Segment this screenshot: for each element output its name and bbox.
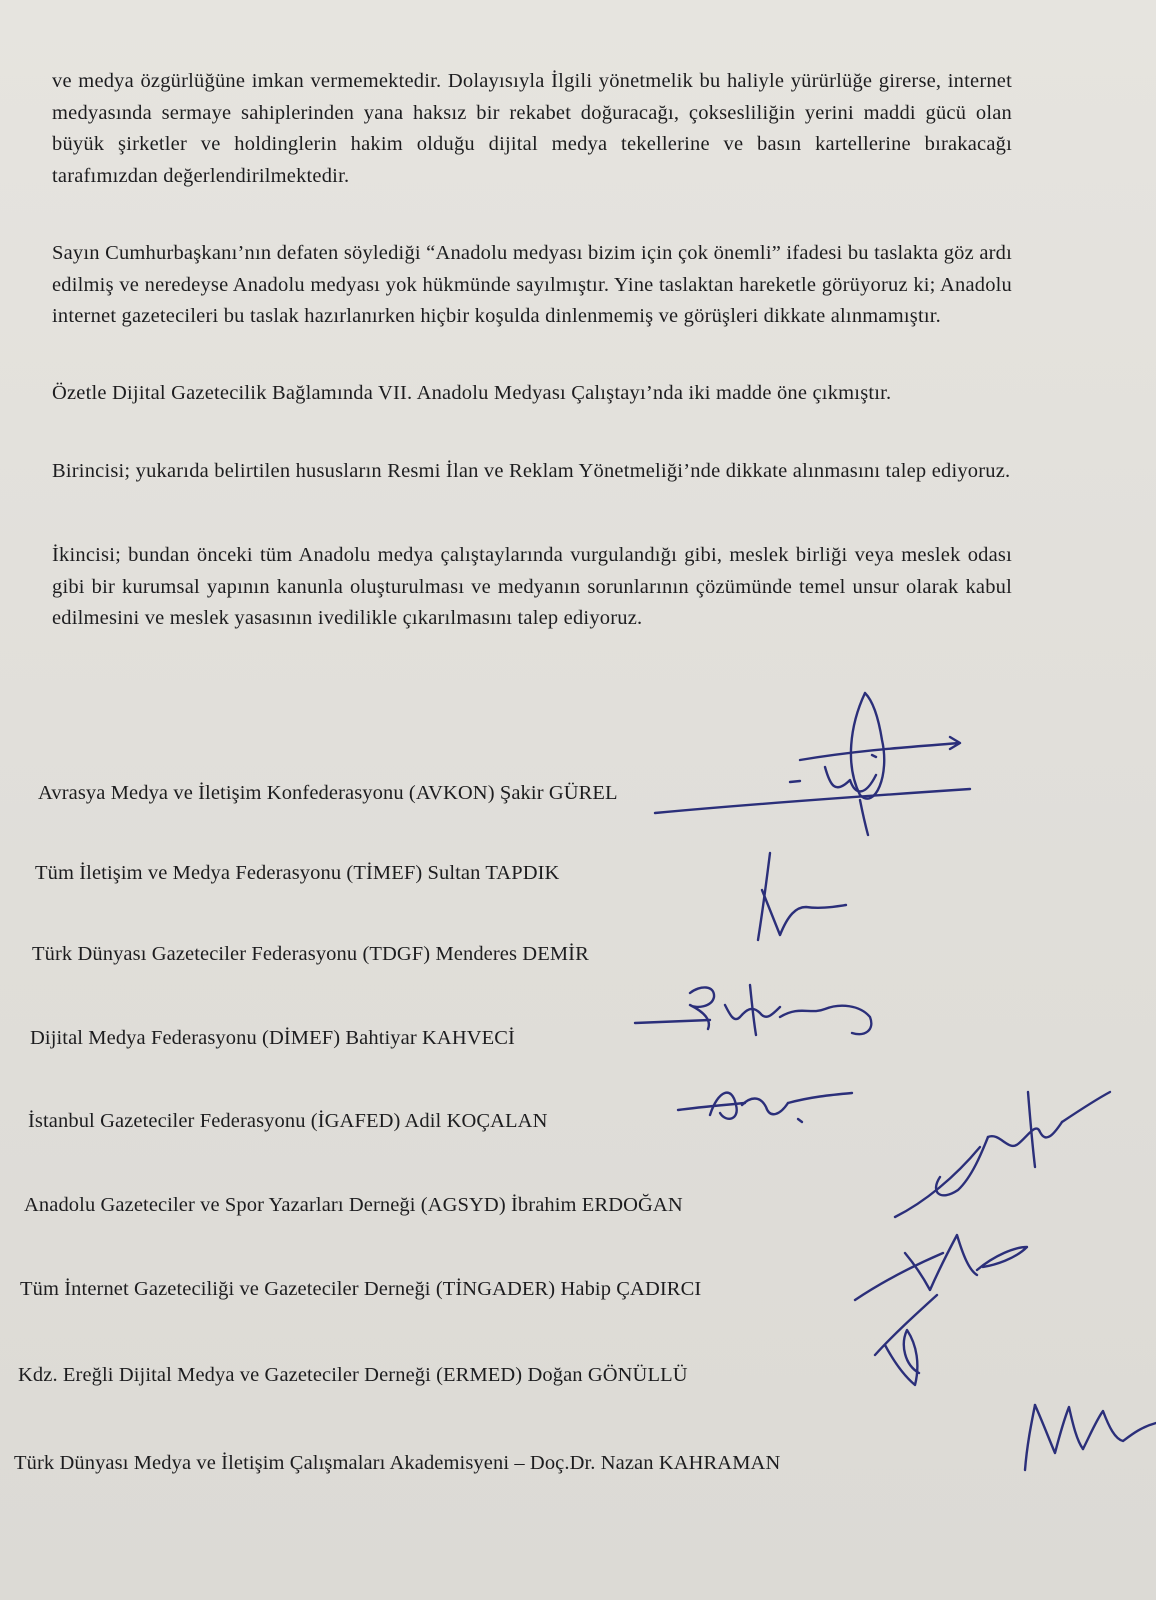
signatory-ermed: Kdz. Ereğli Dijital Medya ve Gazeteciler Derneği (ERMED) Doğan GÖNÜLLÜ bbox=[18, 1364, 688, 1386]
body-paragraph-4: Birincisi; yukarıda belirtilen hususların Resmi İlan ve Reklam Yönetmeliği’nde dikkate alınmasını talep ediyoruz. bbox=[52, 460, 1011, 482]
signatory-agsyd: Anadolu Gazeteciler ve Spor Yazarları Derneği (AGSYD) İbrahim ERDOĞAN bbox=[24, 1194, 683, 1216]
signatory-tingader: Tüm İnternet Gazeteciliği ve Gazeteciler Derneği (TİNGADER) Habip ÇADIRCI bbox=[20, 1278, 702, 1300]
signatory-timef: Tüm İletişim ve Medya Federasyonu (TİMEF) Sultan TAPDIK bbox=[35, 862, 560, 884]
signature-igafed bbox=[670, 1075, 870, 1135]
signature-agsyd bbox=[890, 1072, 1120, 1222]
signatory-dimef: Dijital Medya Federasyonu (DİMEF) Bahtiyar KAHVECİ bbox=[30, 1027, 515, 1049]
signatory-igafed: İstanbul Gazeteciler Federasyonu (İGAFED) Adil KOÇALAN bbox=[28, 1110, 548, 1132]
signatory-avkon: Avrasya Medya ve İletişim Konfederasyonu (AVKON) Şakir GÜREL bbox=[38, 782, 618, 804]
body-paragraph-1: ve medya özgürlüğüne imkan vermemektedir. Dolayısıyla İlgili yönetmelik bu haliyle yürürlüğe girerse, internet medyasında sermaye sahiplerinden yana haksız bir rekabet doğuracağı, çoksesliliğin yerini maddi gücü olan büyük şirketler ve holdinglerin hakim olduğu dijital medya tekellerine ve basın kartellerine bırakacağı tarafımızdan değerlendirilmektedir. bbox=[52, 70, 1012, 187]
body-paragraph-3: Özetle Dijital Gazetecilik Bağlamında VII. Anadolu Medyası Çalıştayı’nda iki madde öne çıkmıştır. bbox=[52, 382, 892, 404]
signatory-academic: Türk Dünyası Medya ve İletişim Çalışmaları Akademisyeni – Doç.Dr. Nazan KAHRAMAN bbox=[14, 1452, 781, 1474]
body-paragraph-5: İkincisi; bundan önceki tüm Anadolu medya çalıştaylarında vurgulandığı gibi, meslek birliği veya meslek odası gibi bir kurumsal yapının kanunla oluşturulması ve medyanın sorunlarının çözümünde temel unsur olarak kabul edilmesini ve meslek yasasının ivedilikle çıkarılmasını talep ediyoruz. bbox=[52, 544, 1012, 629]
signatory-tdgf: Türk Dünyası Gazeteciler Federasyonu (TDGF) Menderes DEMİR bbox=[32, 943, 589, 965]
body-paragraph-2: Sayın Cumhurbaşkanı’nın defaten söylediği “Anadolu medyası bizim için çok önemli” ifadesi bu taslakta göz ardı edilmiş ve neredeyse Anadolu medyası yok hükmünde sayılmıştır. Yine taslaktan hareketle görüyoruz ki; Anadolu internet gazetecileri bu taslak hazırlanırken hiçbir koşulda dinlenmemiş ve görüşleri dikkate alınmamıştır. bbox=[52, 242, 1012, 327]
signature-avkon bbox=[650, 685, 990, 845]
signature-academic bbox=[1015, 1375, 1156, 1485]
signature-timef bbox=[740, 845, 860, 945]
signature-dimef bbox=[630, 975, 890, 1050]
